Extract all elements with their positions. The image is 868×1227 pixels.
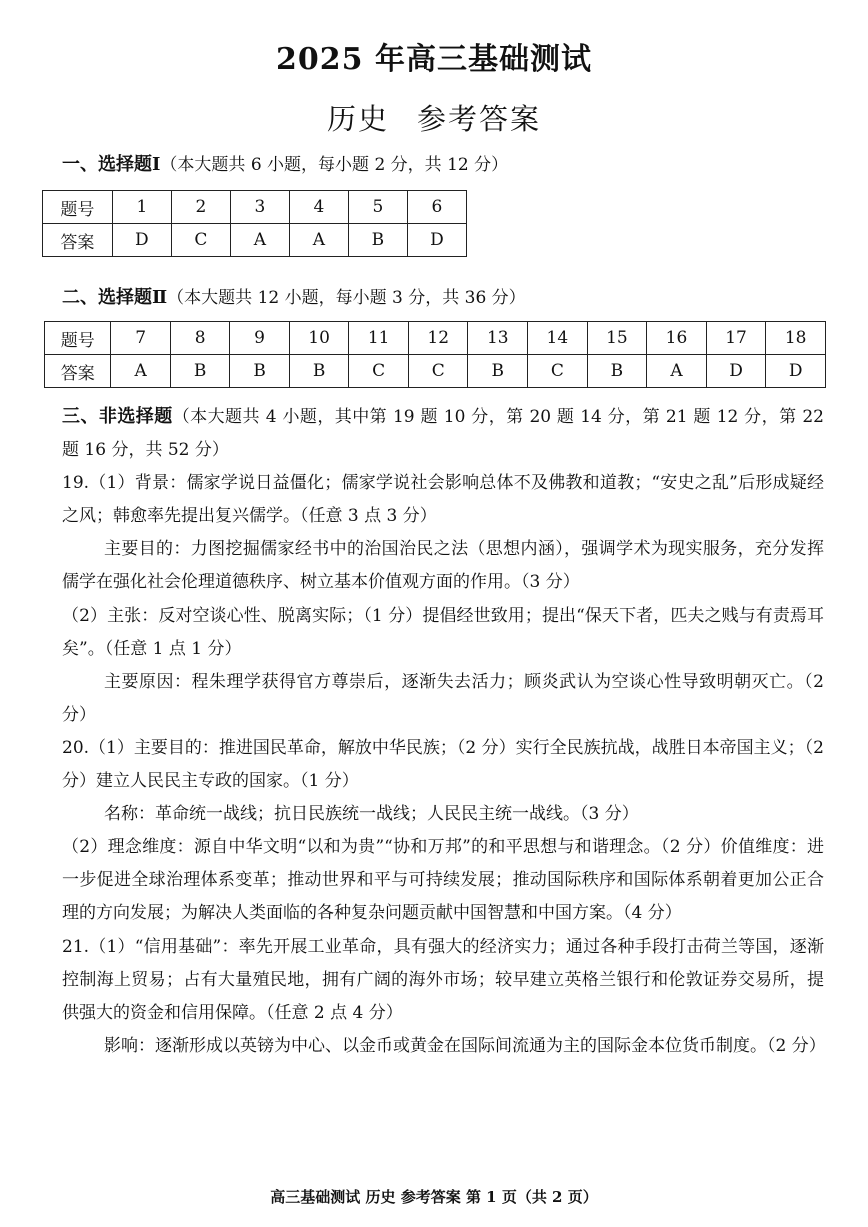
section1-note: （本大题共 6 小题，每小题 2 分，共 12 分） xyxy=(160,155,509,175)
answer-cell: C xyxy=(528,355,588,388)
answer-table-2 xyxy=(44,321,826,388)
answer-cell: B xyxy=(170,355,229,388)
answer-paragraph: 影响：逐渐形成以英镑为中心、以金币或黄金在国际间流通为主的国际金本位货币制度。（2 分） xyxy=(104,1035,826,1056)
subject-label: 历史 xyxy=(326,102,389,136)
question-number-cell: 2 xyxy=(171,191,230,224)
question-number-cell: 11 xyxy=(349,322,409,355)
answer-cell: A xyxy=(111,355,170,388)
section3-heading: 三、非选择题 xyxy=(62,406,173,427)
section3-heading-line xyxy=(62,400,824,467)
answer-cell: B xyxy=(230,355,289,388)
answer-cell: A xyxy=(647,355,707,388)
answer-cell: C xyxy=(171,224,230,257)
question-number-cell: 8 xyxy=(170,322,229,355)
answer-paragraph: 主要原因：程朱理学获得官方尊崇后，逐渐失去活力；顾炎武认为空谈心性导致明朝灭亡。（2 分） xyxy=(62,671,824,725)
question-number-cell: 15 xyxy=(587,322,647,355)
answer-cell: D xyxy=(766,355,826,388)
answer-cell: D xyxy=(407,224,466,257)
question-number-cell: 7 xyxy=(111,322,170,355)
answer-paragraph: 主要目的：力图挖掘儒家经书中的治国治民之法（思想内涵），强调学术为现实服务，充分发挥儒学在强化社会伦理道德秩序、树立基本价值观方面的作用。（3 分） xyxy=(62,539,824,593)
answer-cell: B xyxy=(289,355,349,388)
section2-note: （本大题共 12 小题，每小题 3 分，共 36 分） xyxy=(167,288,526,308)
answer-paragraph: 20.（1）主要目的：推进国民革命，解放中华民族；（2 分）实行全民族抗战，战胜日本帝国主义；（2 分）建立人民民主专政的国家。（1 分） xyxy=(62,737,824,792)
question-number-cell: 13 xyxy=(468,322,528,355)
question-number-cell: 4 xyxy=(289,191,348,224)
answer-cell: C xyxy=(408,355,468,388)
section1-heading: 一、选择题Ⅰ xyxy=(62,154,161,175)
document-title: 2025 年高三基础测试 xyxy=(276,42,592,77)
section2-heading: 二、选择题Ⅱ xyxy=(62,287,168,308)
table-header-cell: 答案 xyxy=(43,224,113,257)
question-number-cell: 5 xyxy=(348,191,407,224)
answer-cell: D xyxy=(112,224,171,257)
answer-cell: A xyxy=(230,224,289,257)
answer-cell: B xyxy=(468,355,528,388)
question-number-cell: 17 xyxy=(706,322,766,355)
answer-paragraph: 19.（1）背景：儒家学说日益僵化；儒家学说社会影响总体不及佛教和道教；“安史之乱”后形成疑经之风；韩愈率先提出复兴儒学。（任意 3 点 3 分） xyxy=(62,473,824,527)
answer-table-1 xyxy=(42,190,467,257)
answer-paragraph: 名称：革命统一战线；抗日民族统一战线；人民民主统一战线。（3 分） xyxy=(104,804,639,825)
answer-paragraph: 21.（1）“信用基础”：率先开展工业革命，具有强大的经济实力；通过各种手段打击荷兰等国，逐渐控制海上贸易；占有大量殖民地，拥有广阔的海外市场；较早建立英格兰银行和伦敦证券交易所，提供强大的资金和信用保障。（任意 2 点 4 分） xyxy=(62,936,824,1023)
question-number-cell: 18 xyxy=(766,322,826,355)
answer-paragraph: （2）理念维度：源自中华文明“以和为贵”“协和万邦”的和平思想与和谐理念。（2 分）价值维度：进一步促进全球治理体系变革；推动世界和平与可持续发展；推动国际秩序和国际体系朝着更加公正合理的方向发展；为解决人类面临的各种复杂问题贡献中国智慧和中国方案。（4 分） xyxy=(62,837,824,924)
question-number-cell: 14 xyxy=(528,322,588,355)
section3-note: （本大题共 4 小题，其中第 19 题 10 分，第 20 题 14 分，第 21 题 12 分，第 22 题 16 分，共 52 分） xyxy=(62,407,824,461)
answer-cell: B xyxy=(348,224,407,257)
table-header-cell: 答案 xyxy=(45,355,111,388)
question-number-cell: 6 xyxy=(407,191,466,224)
answer-cell: C xyxy=(349,355,409,388)
document-subtitle xyxy=(0,97,868,138)
question-number-cell: 12 xyxy=(408,322,468,355)
answer-cell: A xyxy=(289,224,348,257)
page-footer: 高三基础测试 历史 参考答案 第 1 页（共 2 页） xyxy=(270,1188,598,1206)
answer-cell: B xyxy=(587,355,647,388)
question-number-cell: 16 xyxy=(647,322,707,355)
table-header-cell: 题号 xyxy=(43,191,113,224)
section2-heading-line xyxy=(62,283,526,309)
answer-paragraph: （2）主张：反对空谈心性、脱离实际；（1 分）提倡经世致用；提出“保天下者，匹夫之贱与有责焉耳矣”。（任意 1 点 1 分） xyxy=(62,605,824,659)
table-row xyxy=(45,355,826,388)
answer-body xyxy=(62,400,824,1063)
table-row xyxy=(45,322,826,355)
section1-heading-line xyxy=(62,150,508,176)
subtitle-label: 参考答案 xyxy=(417,102,542,136)
question-number-cell: 1 xyxy=(112,191,171,224)
table-row xyxy=(43,224,467,257)
question-number-cell: 3 xyxy=(230,191,289,224)
table-header-cell: 题号 xyxy=(45,322,111,355)
table-row xyxy=(43,191,467,224)
question-number-cell: 10 xyxy=(289,322,349,355)
answer-cell: D xyxy=(706,355,766,388)
question-number-cell: 9 xyxy=(230,322,289,355)
